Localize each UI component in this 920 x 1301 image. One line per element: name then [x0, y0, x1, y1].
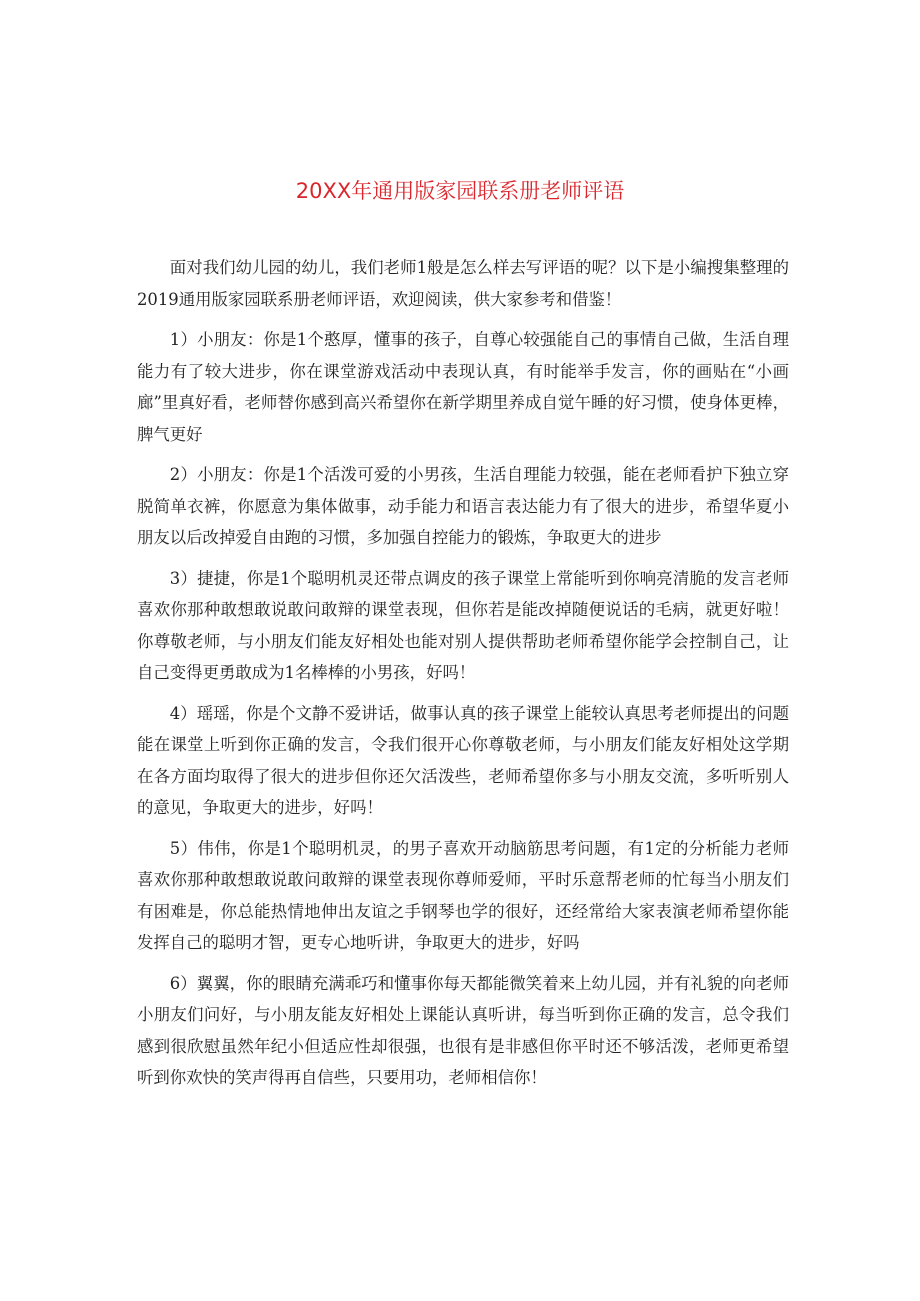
intro-paragraph: 面对我们幼儿园的幼儿，我们老师1般是怎么样去写评语的呢？以下是小编搜集整理的2019通用版家园联系册老师评语，欢迎阅读，供大家参考和借鉴！	[137, 258, 789, 309]
comment-paragraph-4: 4）瑶瑶，你是个文静不爱讲话，做事认真的孩子课堂上能较认真思考老师提出的问题能在课堂上听到你正确的发言，令我们很开心你尊敬老师，与小朋友们能友好相处这学期在各方面均取得了很大的进步但你还欠活泼些，老师希望你多与小朋友交流，多听听别人的意见，争取更大的进步，好吗！	[137, 703, 789, 817]
comment-paragraph-1: 1）小朋友：你是1个憨厚，懂事的孩子，自尊心较强能自己的事情自己做，生活自理能力有了较大进步，你在课堂游戏活动中表现认真，有时能举手发言，你的画贴在“小画廊”里真好看，老师替你感到高兴希望你在新学期里养成自觉午睡的好习惯，使身体更棒，脾气更好	[137, 330, 789, 444]
document-body	[137, 252, 789, 1103]
comment-paragraph-3: 3）捷捷，你是1个聪明机灵还带点调皮的孩子课堂上常能听到你响亮清脆的发言老师喜欢你那种敢想敢说敢问敢辩的课堂表现，但你若是能改掉随便说话的毛病，就更好啦！你尊敬老师，与小朋友们能友好相处也能对别人提供帮助老师希望你能学会控制自己，让自己变得更勇敢成为1名棒棒的小男孩，好吗！	[137, 568, 789, 682]
comment-paragraph-2: 2）小朋友：你是1个活泼可爱的小男孩，生活自理能力较强，能在老师看护下独立穿脱简单衣裤，你愿意为集体做事，动手能力和语言表达能力有了很大的进步，希望华夏小朋友以后改掉爱自由跑的习惯，多加强自控能力的锻炼，争取更大的进步	[137, 465, 789, 547]
comment-paragraph-6: 6）翼翼，你的眼睛充满乖巧和懂事你每天都能微笑着来上幼儿园，并有礼貌的向老师小朋友们问好，与小朋友能友好相处上课能认真听讲，每当听到你正确的发言，总令我们感到很欣慰虽然年纪小但适应性却很强，也很有是非感但你平时还不够活泼，老师更希望听到你欢快的笑声得再自信些，只要用功，老师相信你！	[137, 973, 789, 1087]
document-title: 20XX年通用版家园联系册老师评语	[295, 179, 625, 203]
comment-paragraph-5: 5）伟伟，你是1个聪明机灵，的男子喜欢开动脑筋思考问题，有1定的分析能力老师喜欢你那种敢想敢说敢问敢辩的课堂表现你尊师爱师，平时乐意帮老师的忙每当小朋友们有困难是，你总能热情地伸出友谊之手钢琴也学的很好，还经常给大家表演老师希望你能发挥自己的聪明才智，更专心地听讲，争取更大的进步，好吗	[137, 838, 789, 952]
